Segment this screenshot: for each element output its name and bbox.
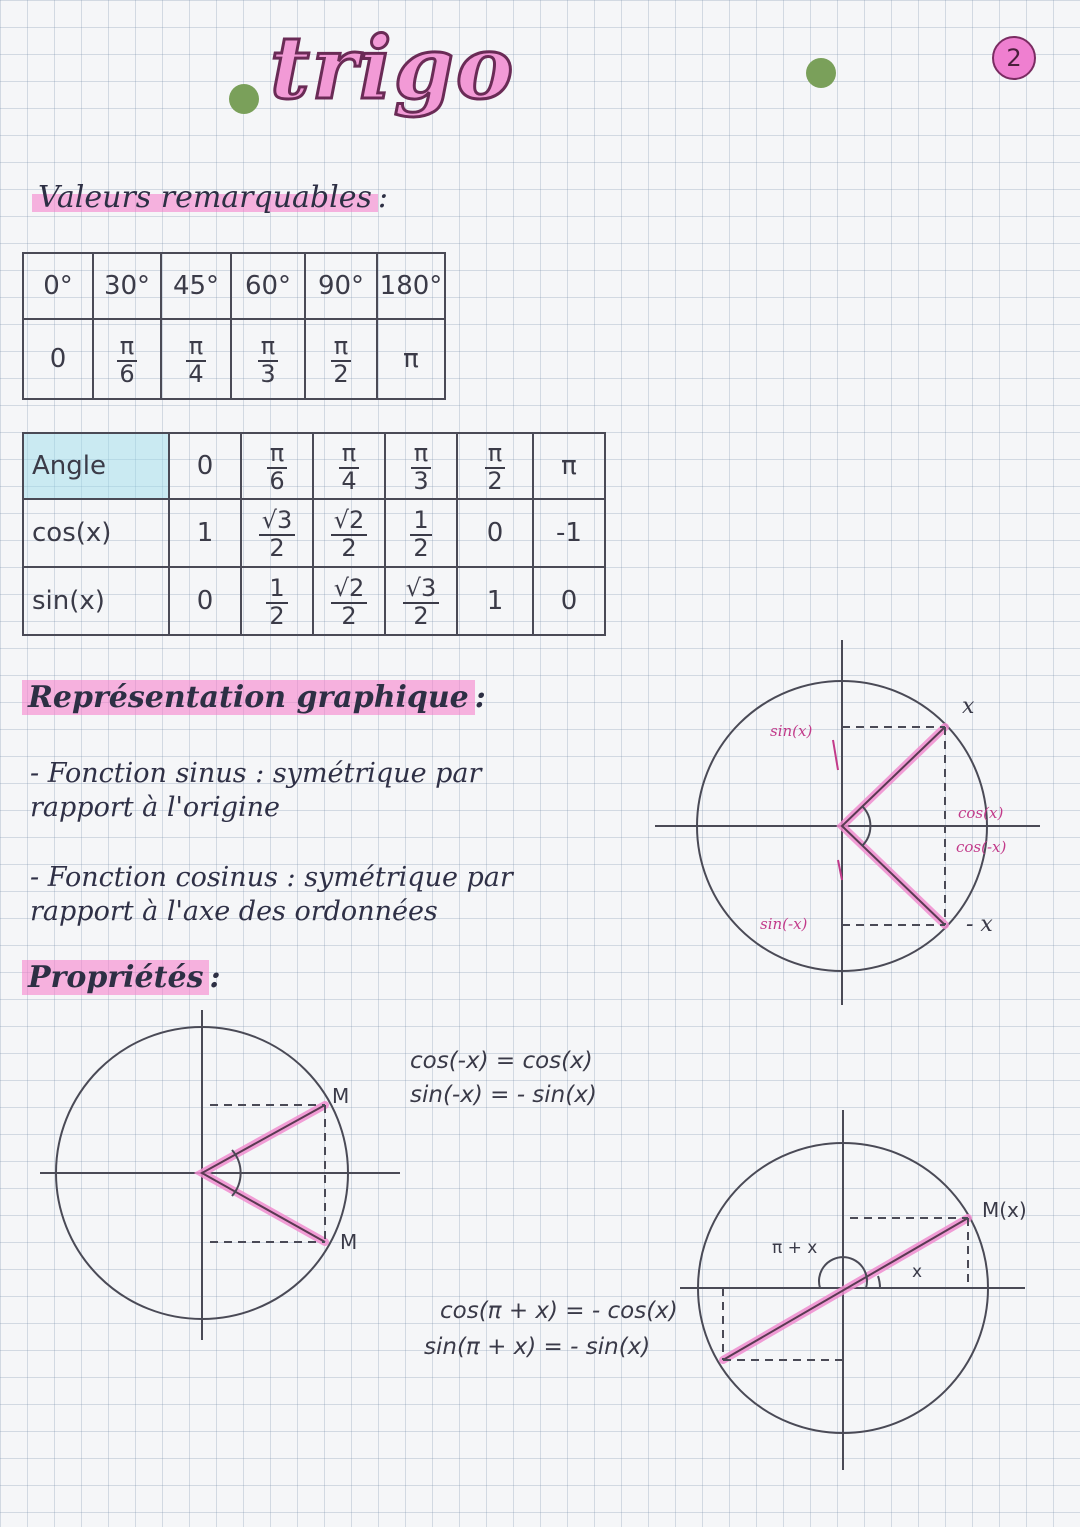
radian-cell-numerator: π [117,334,137,361]
angle-cell-denominator: 3 [413,466,429,495]
radian-cell-numerator: π [331,334,351,361]
degree-cell: 30° [93,253,161,319]
cos-value-cell-denominator: 2 [269,533,285,562]
cos-label-cell: cos(x) [23,499,169,567]
circle1-cos-neg-label: cos(-x) [956,838,1007,856]
sin-value-cell-denominator: 2 [413,601,429,630]
angle-cell-numerator: π [339,441,359,468]
angle-cell-denominator: 4 [341,466,357,495]
cosine-symmetry-line2: rapport à l'axe des ordonnées [30,896,438,927]
page-number-badge: 2 [992,36,1036,80]
cosine-symmetry-line1: - Fonction cosinus : symétrique par [30,862,513,893]
equation-cos-pi-plus-x: cos(π + x) = - cos(x) [440,1298,678,1324]
sine-symmetry-line1: - Fonction sinus : symétrique par [30,758,482,789]
degree-cell: 90° [305,253,377,319]
sin-value-cell-value: 0 [560,586,578,616]
radian-cell-numerator: π [186,334,206,361]
radian-cell-denominator: 4 [188,359,204,388]
equation-sin-neg: sin(-x) = - sin(x) [410,1082,597,1108]
equation-cos-neg: cos(-x) = cos(x) [410,1048,593,1074]
sin-value-cell-denominator: 2 [341,601,357,630]
circle1-sin-neg-label: sin(-x) [760,915,808,933]
circle1-sin-label: sin(x) [770,722,813,740]
degree-cell: 45° [161,253,231,319]
angle-cell-numerator: π [267,441,287,468]
circle1-x-label: x [962,694,975,719]
radian-cell-numerator: π [258,334,278,361]
radian-cell-value: π [403,344,419,374]
sin-value-cell-value: 1 [486,586,504,616]
section-heading-values-text: Valeurs remarquables [32,180,378,215]
section-heading-values: Valeurs remarquables : [32,180,388,215]
cos-value-cell-denominator: 2 [413,533,429,562]
angle-cell-denominator: 2 [487,466,503,495]
degree-cell: 0° [23,253,93,319]
page-title: trigo [270,18,516,119]
section-heading-props: Propriétés : [22,960,221,995]
degree-cell: 180° [377,253,445,319]
sin-label-cell: sin(x) [23,567,169,635]
radian-cell-value: 0 [49,344,67,374]
section-heading-graph: Représentation graphique : [22,680,486,715]
angle-cell-numerator: π [411,441,431,468]
angle-cell-denominator: 6 [269,466,285,495]
cos-value-cell-numerator: 1 [410,508,431,535]
cos-value-cell-numerator: √2 [331,508,368,535]
circle2-m-bottom-label: M [340,1230,358,1254]
circle1-neg-x-label: - x [966,912,993,937]
circle3-x-label: x [912,1262,923,1282]
sin-value-cell-numerator: 1 [266,576,287,603]
cos-value-cell-numerator: √3 [259,508,296,535]
sin-value-cell-denominator: 2 [269,601,285,630]
sin-value-cell-numerator: √3 [403,576,440,603]
cos-value-cell-value: 0 [486,518,504,548]
radian-cell-denominator: 6 [119,359,135,388]
degree-cell: 60° [231,253,305,319]
angle-cell-value: π [561,451,577,481]
cos-value-cell-value: 1 [196,518,214,548]
section-heading-graph-text: Représentation graphique [22,680,475,715]
circle1-cos-label: cos(x) [958,804,1004,822]
sin-value-cell-value: 0 [196,586,214,616]
sin-value-cell-numerator: √2 [331,576,368,603]
cos-value-cell-denominator: 2 [341,533,357,562]
radian-cell-denominator: 2 [333,359,349,388]
circle3-m-label: M(x) [982,1198,1027,1222]
cos-value-cell-value: -1 [556,518,582,548]
angle-label-cell: Angle [23,433,169,499]
circle3-pi-x-label: π + x [772,1238,818,1258]
angle-cell-value: 0 [196,451,214,481]
angle-cell-numerator: π [485,441,505,468]
circle2-m-top-label: M [332,1084,350,1108]
section-heading-props-text: Propriétés [22,960,209,995]
equation-sin-pi-plus-x: sin(π + x) = - sin(x) [424,1334,651,1360]
radian-cell-denominator: 3 [260,359,276,388]
sine-symmetry-line2: rapport à l'origine [30,792,280,823]
